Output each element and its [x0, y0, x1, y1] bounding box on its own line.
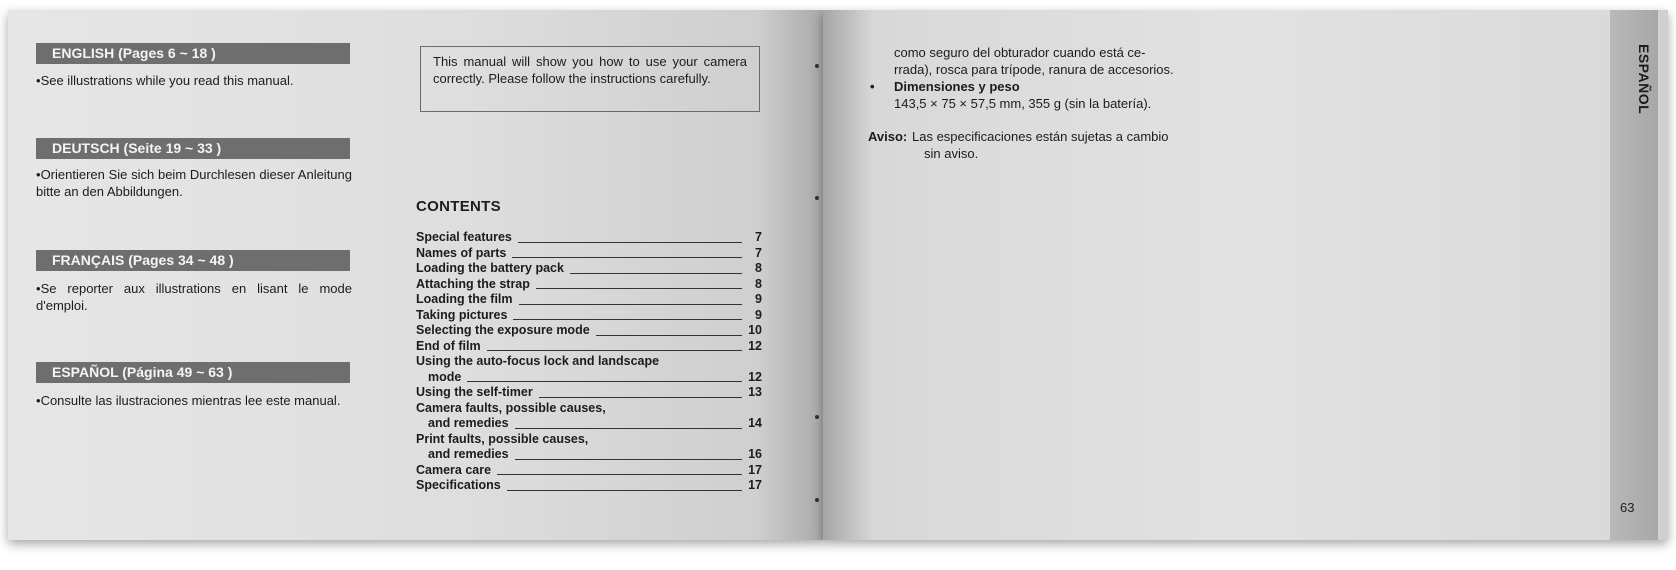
toc-leader: [512, 257, 742, 258]
toc-leader: [518, 242, 742, 243]
page-number: 63: [1620, 500, 1635, 515]
toc-entry-title: Loading the battery pack: [416, 261, 564, 275]
aviso-text-line-1: Las especificaciones están sujetas a cambio: [912, 129, 1169, 144]
language-header-deutsch: DEUTSCH (Seite 19 ~ 33 ): [36, 138, 350, 159]
language-note-francais: • Se reporter aux illustrations en lisant le mode d'emploi.: [36, 280, 352, 314]
toc-entry: [416, 463, 762, 479]
toc-entry-title: and remedies: [428, 447, 509, 461]
toc-entry: [416, 416, 762, 432]
language-note-english: • See illustrations while you read this manual.: [36, 72, 352, 89]
binding-hole: [815, 498, 819, 502]
toc-entry-title: Using the self-timer: [416, 385, 533, 399]
toc-entry: [416, 370, 762, 386]
toc-leader: [513, 319, 742, 320]
toc-entry: [416, 261, 762, 277]
toc-entry-page: 9: [755, 292, 762, 306]
toc-leader: [497, 474, 742, 475]
language-note-deutsch: • Orientieren Sie sich beim Durchlesen dieser Anleitung bitte an den Abbildungen.: [36, 166, 352, 200]
toc-leader: [515, 428, 742, 429]
language-side-label: ESPAÑOL: [1636, 44, 1652, 115]
dimensions-label: Dimensiones y peso: [894, 79, 1020, 94]
binding-hole: [815, 64, 819, 68]
toc-entry-page: 7: [755, 230, 762, 244]
toc-leader: [487, 350, 742, 351]
toc-entry: [416, 230, 762, 246]
toc-entry-page: 14: [748, 416, 762, 430]
toc-entry: [416, 246, 762, 262]
language-note-espanol: • Consulte las ilustraciones mientras lee este manual.: [36, 392, 352, 409]
toc-entry: [416, 385, 762, 401]
toc-entry: [416, 323, 762, 339]
dimensions-value: 143,5 × 75 × 57,5 mm, 355 g (sin la batería).: [894, 96, 1152, 111]
toc-entry-title: End of film: [416, 338, 481, 353]
toc-entry-title: Special features: [416, 230, 512, 244]
toc-leader: [507, 490, 742, 491]
toc-entry-heading: Print faults, possible causes,: [416, 431, 589, 446]
toc-entry-page: 8: [755, 276, 762, 291]
spec-continuation-line-1: como seguro del obturador cuando está ce-: [894, 45, 1146, 60]
bullet-dot: •: [870, 79, 875, 94]
toc-entry-title: and remedies: [428, 416, 509, 430]
toc-entry-title: Attaching the strap: [416, 276, 530, 291]
toc-entry-page: 17: [748, 462, 762, 477]
toc-entry-title: Names of parts: [416, 245, 507, 260]
toc-entry-page: 9: [755, 307, 762, 322]
binding-hole: [815, 415, 819, 419]
spec-continuation-line-2: rrada), rosca para trípode, ranura de accesorios.: [894, 62, 1174, 77]
toc-entry-page: 12: [748, 338, 762, 353]
toc-entry: [416, 308, 762, 324]
toc-entry-title: Loading the film: [416, 292, 513, 306]
toc-entry-page: 10: [748, 323, 762, 337]
toc-leader: [467, 381, 742, 382]
toc-leader: [519, 304, 742, 305]
toc-leader: [539, 397, 742, 398]
toc-entry-page: 17: [748, 478, 762, 492]
toc-entry: [416, 277, 762, 293]
binding-hole: [815, 196, 819, 200]
toc-entry-heading: Using the auto-focus lock and landscape: [416, 354, 660, 368]
toc-entry: [416, 447, 762, 463]
toc-leader: [536, 288, 742, 289]
toc-entry-title: Specifications: [416, 478, 501, 492]
language-header-english: ENGLISH (Pages 6 ~ 18 ): [36, 43, 350, 64]
toc-entry-page: 8: [755, 261, 762, 275]
table-of-contents: [416, 230, 762, 494]
toc-leader: [596, 335, 742, 336]
toc-entry-page: 16: [748, 447, 762, 461]
aviso-text-line-2: sin aviso.: [924, 146, 979, 161]
intro-box: This manual will show you how to use your camera correctly. Please follow the instructions carefully.: [420, 46, 760, 112]
toc-entry-title: Camera care: [416, 462, 492, 477]
toc-entry: [416, 292, 762, 308]
aviso-label: Aviso:: [868, 129, 908, 144]
language-header-francais: FRANÇAIS (Pages 34 ~ 48 ): [36, 250, 350, 271]
toc-entry: [416, 478, 762, 494]
toc-entry-title: Selecting the exposure mode: [416, 323, 590, 337]
toc-leader: [515, 459, 742, 460]
toc-entry: [416, 339, 762, 355]
toc-entry-page: 7: [755, 245, 762, 260]
toc-entry-heading: Camera faults, possible causes,: [416, 400, 606, 415]
toc-entry-title: mode: [428, 369, 462, 384]
contents-title: CONTENTS: [416, 198, 501, 215]
toc-leader: [570, 273, 742, 274]
toc-entry-page: 13: [748, 385, 762, 399]
language-header-espanol: ESPAÑOL (Página 49 ~ 63 ): [36, 362, 350, 383]
toc-entry-page: 12: [748, 369, 762, 384]
toc-entry-title: Taking pictures: [416, 307, 508, 322]
